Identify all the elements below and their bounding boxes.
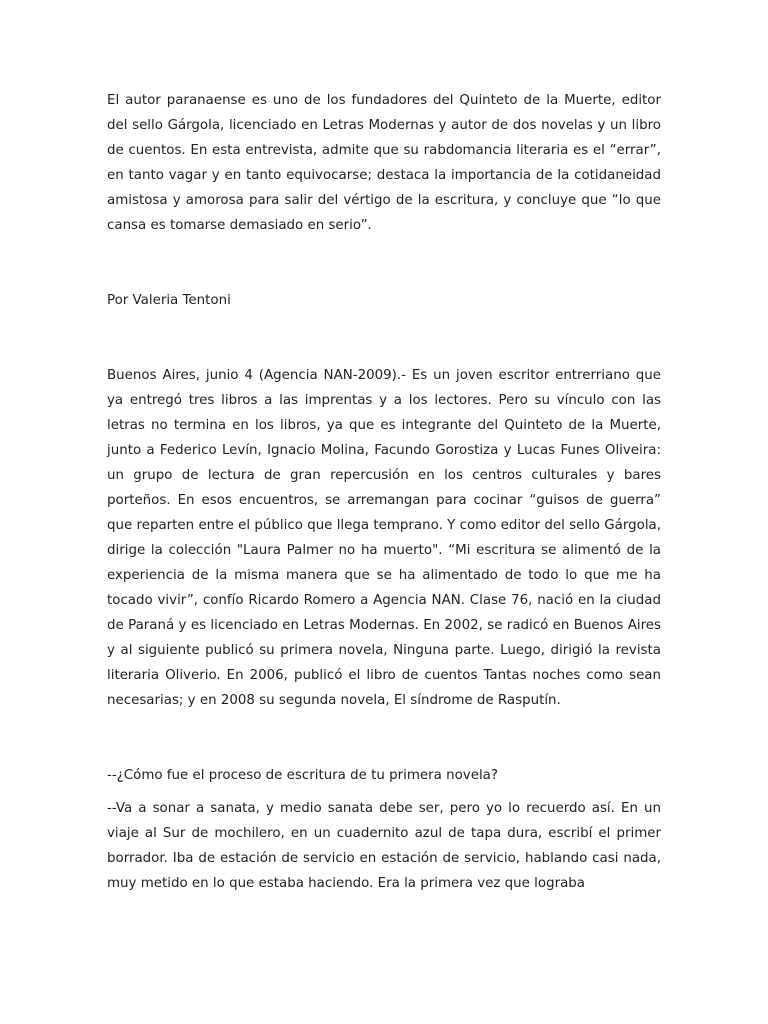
byline: Por Valeria Tentoni — [107, 293, 231, 308]
document-page — [107, 88, 661, 896]
interview-answer: --Va a sonar a sanata, y medio sanata debe ser, pero yo lo recuerdo así. En un viaje al Sur de mochilero, en un cuadernito azul de tapa dura, escribí el primer borrador. Iba de estación de servicio en estación de servicio, hablando casi nada, muy metido en lo que estaba haciendo. Era la primera vez que lograba — [107, 801, 661, 891]
intro-paragraph: El autor paranaense es uno de los fundadores del Quinteto de la Muerte, editor del sello Gárgola, licenciado en Letras Modernas y autor de dos novelas y un libro de cuentos. En esta entrevista, admite que su rabdomancia literaria es el “errar”, en tanto vagar y en tanto equivocarse; destaca la importancia de la cotidaneidad amistosa y amorosa para salir del vértigo de la escritura, y concluye que “lo que cansa es tomarse demasiado en serio”. — [107, 93, 661, 233]
body-paragraph: Buenos Aires, junio 4 (Agencia NAN-2009).- Es un joven escritor entrerriano que ya entregó tres libros a las imprentas y a los lectores. Pero su vínculo con las letras no termina en los libros, ya que es integrante del Quinteto de la Muerte, junto a Federico Levín, Ignacio Molina, Facundo Gorostiza y Lucas Funes Oliveira: un grupo de lectura de gran repercusión en los centros culturales y bares porteños. En esos encuentros, se arremangan para cocinar “guisos de guerra” que reparten entre el público que llega temprano. Y como editor del sello Gárgola, dirige la colección "Laura Palmer no ha muerto". “Mi escritura se alimentó de la experiencia de la misma manera que se ha alimentado de todo lo que me ha tocado vivir”, confío Ricardo Romero a Agencia NAN. Clase 76, nació en la ciudad de Paraná y es licenciado en Letras Modernas. En 2002, se radicó en Buenos Aires y al siguiente publicó su primera novela, Ninguna parte. Luego, dirigió la revista literaria Oliverio. En 2006, publicó el libro de cuentos Tantas noches como sean necesarias; y en 2008 su segunda novela, El síndrome de Rasputín. — [107, 368, 661, 708]
interview-question: --¿Cómo fue el proceso de escritura de tu primera novela? — [107, 768, 498, 783]
